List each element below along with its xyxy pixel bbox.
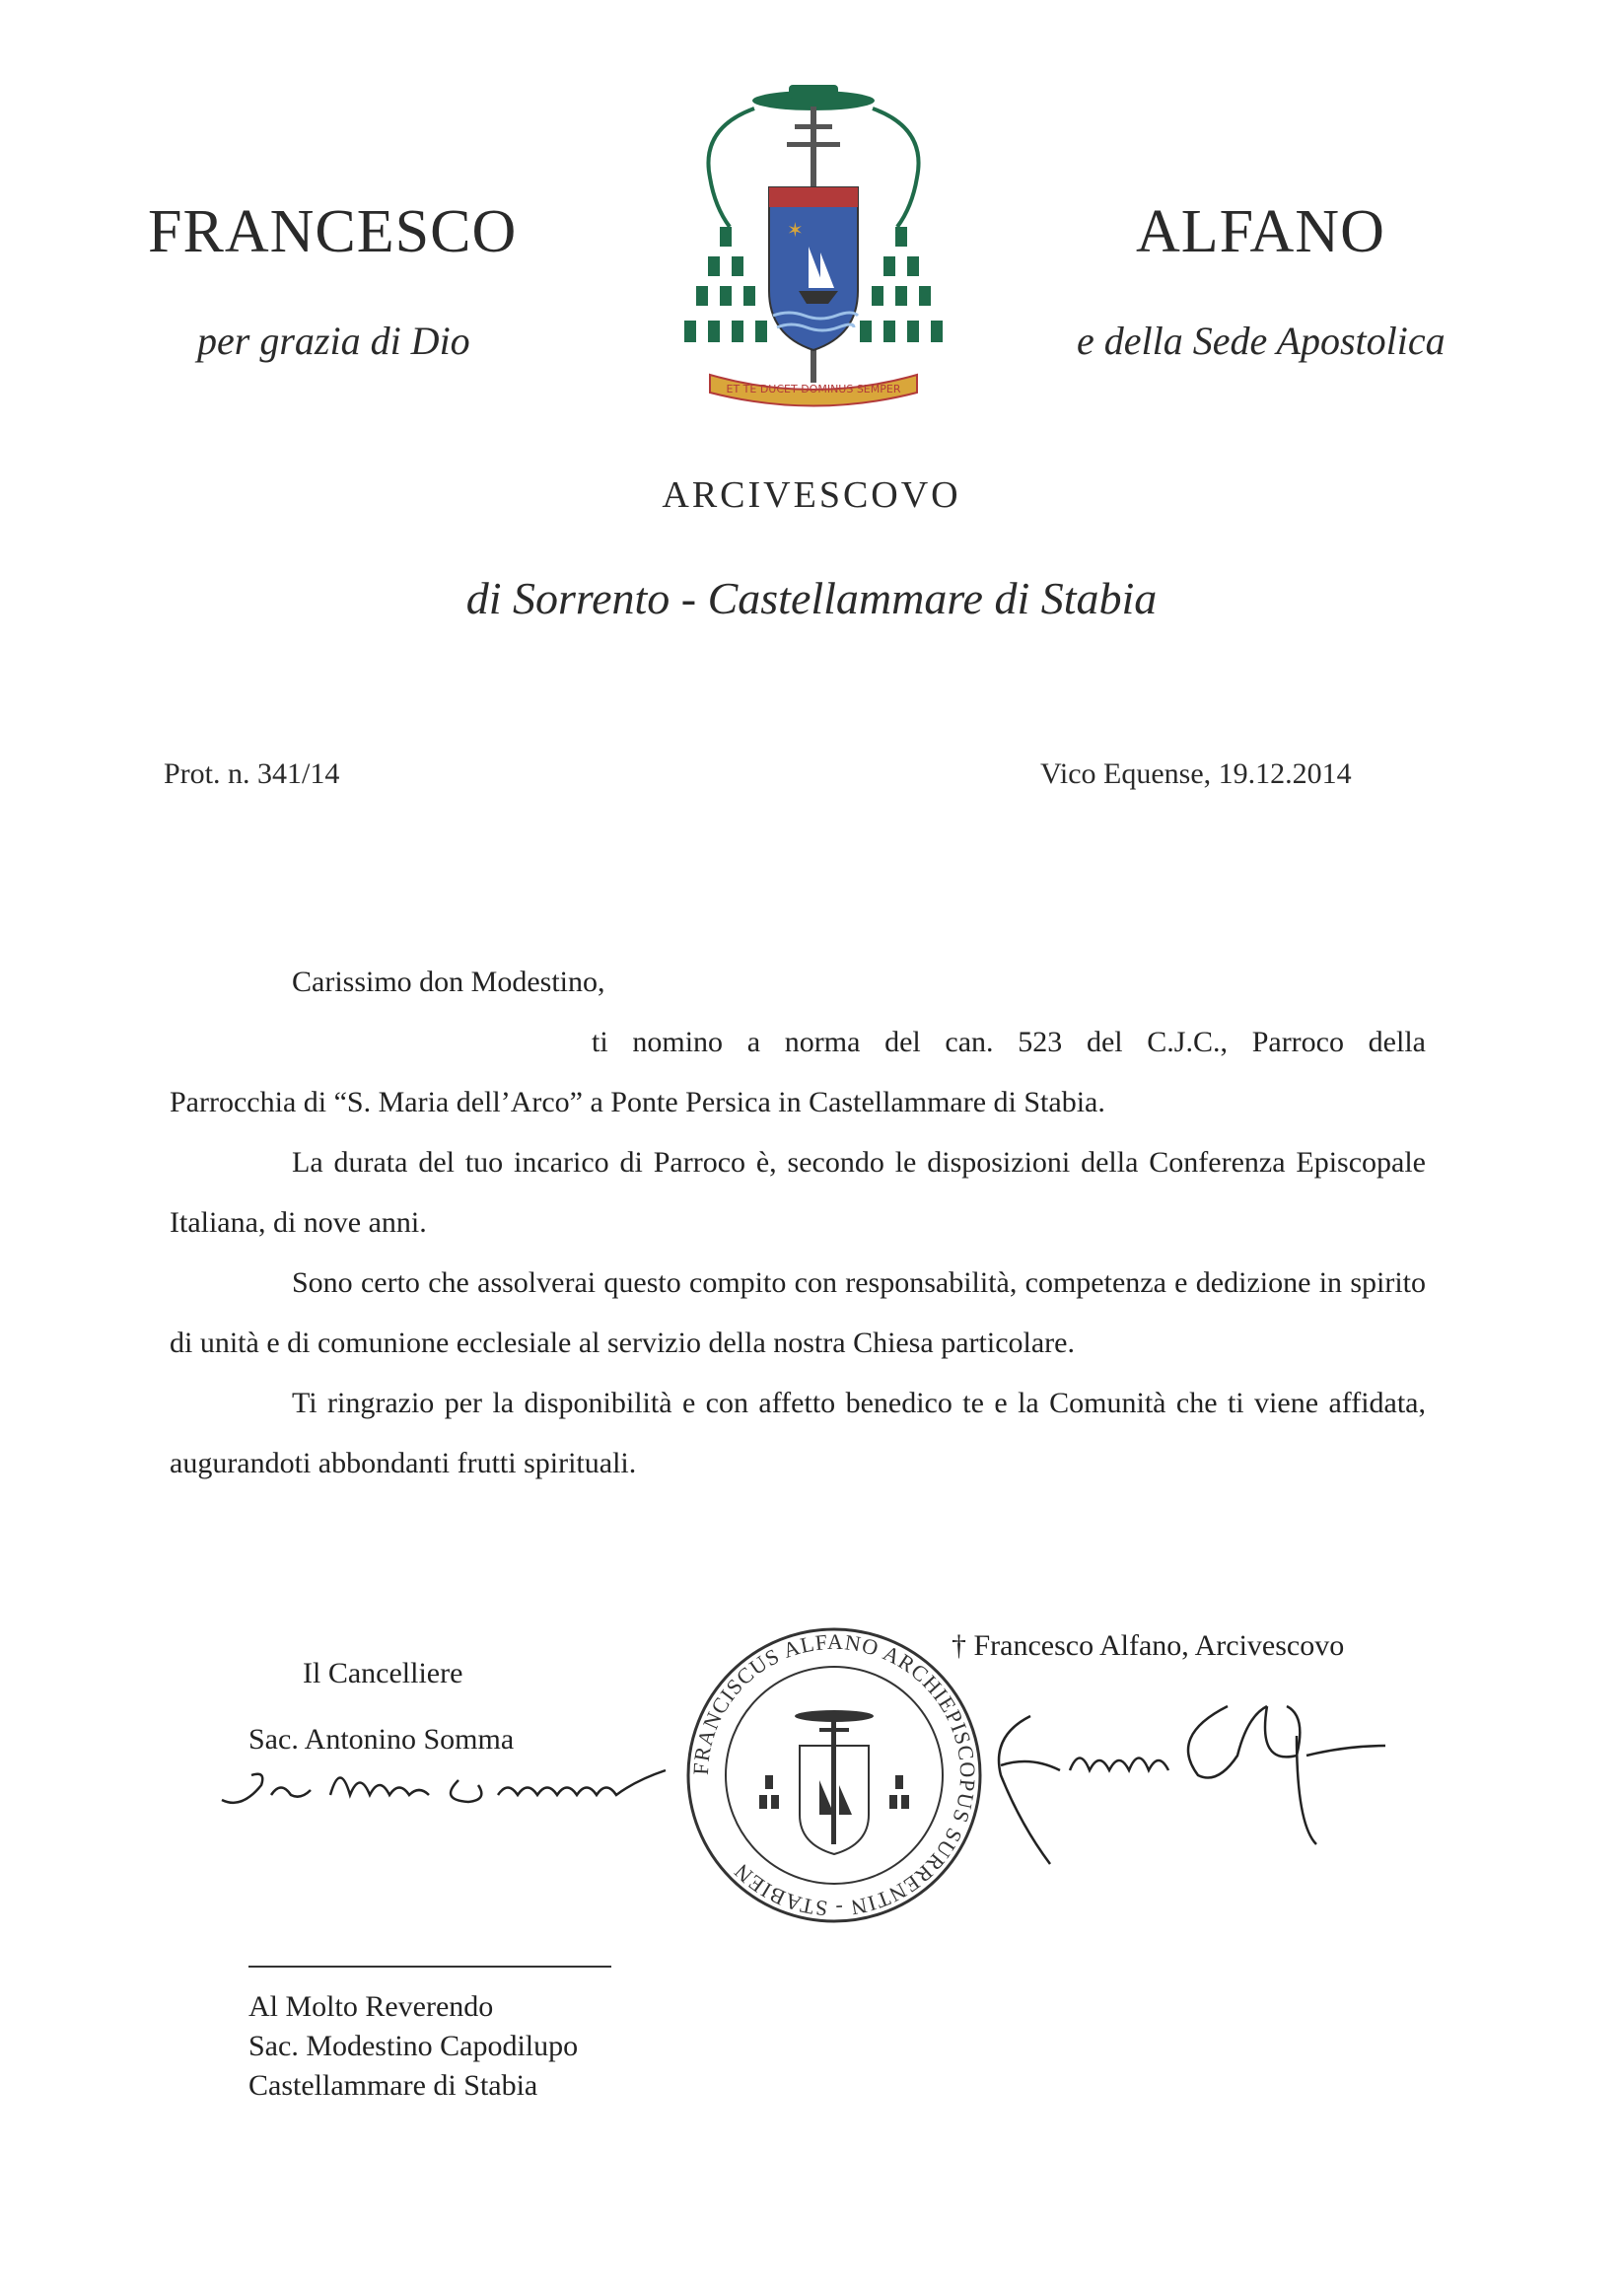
paragraph-2: La durata del tuo incarico di Parroco è, secondo le disposizioni della Conferenza Episcopale Italiana, di nove anni. — [170, 1146, 1426, 1239]
paragraph-1-line-2: Parrocchia di “S. Maria dell’Arco” a Ponte Persica in Castellammare di Stabia. — [170, 1086, 1105, 1118]
archbishop-seal — [676, 1617, 992, 1933]
svg-text:✶: ✶ — [787, 218, 804, 242]
chancellor-handwritten-signature — [212, 1741, 685, 1830]
letter-body — [170, 952, 1426, 1493]
header-name-last: ALFANO — [1136, 198, 1385, 265]
svg-text:FRANCISCUS ALFANO ARCHIEPISCOP: FRANCISCUS ALFANO ARCHIEPISCOPUS SURRENTIN - STABIEN — [687, 1628, 981, 1922]
address-line-2: Sac. Modestino Capodilupo — [248, 2030, 579, 2062]
archbishop-signature-line: † Francesco Alfano, Arcivescovo — [952, 1629, 1345, 1662]
address-line-1: Al Molto Reverendo — [248, 1990, 494, 2023]
address-divider — [248, 1966, 611, 1968]
header-subtitle-left: per grazia di Dio — [197, 319, 470, 363]
svg-text:ET TE DUCET DOMINUS SEMPER: ET TE DUCET DOMINUS SEMPER — [726, 383, 901, 395]
chancellor-name: Sac. Antonino Somma — [248, 1723, 515, 1756]
title-diocese: di Sorrento - Castellammare di Stabia — [465, 573, 1158, 623]
header-subtitle-right: e della Sede Apostolica — [1077, 319, 1446, 363]
header-name-first: FRANCESCO — [148, 198, 518, 265]
address-line-3: Castellammare di Stabia — [248, 2069, 538, 2102]
recipient-address — [248, 1987, 578, 2106]
chancellor-title: Il Cancelliere — [303, 1657, 463, 1689]
place-date: Vico Equense, 19.12.2014 — [1040, 757, 1352, 790]
paragraph-3: Sono certo che assolverai questo compito con responsabilità, competenza e dedizione in spirito di unità e di comunione ecclesiale al servizio della nostra Chiesa particolare. — [170, 1266, 1426, 1359]
coat-of-arms-logo — [670, 79, 956, 414]
paragraph-4: Ti ringrazio per la disponibilità e con affetto benedico te e la Comunità che ti viene affidata, augurandoti abbondanti frutti spirituali. — [170, 1387, 1426, 1479]
archbishop-handwritten-signature — [971, 1677, 1415, 1884]
protocol-number: Prot. n. 341/14 — [164, 757, 340, 790]
title-archbishop: ARCIVESCOVO — [662, 474, 961, 516]
paragraph-1-line-1: ti nomino a norma del can. 523 del C.J.C., Parroco della — [592, 1026, 1426, 1058]
salutation: Carissimo don Modestino, — [292, 966, 605, 998]
